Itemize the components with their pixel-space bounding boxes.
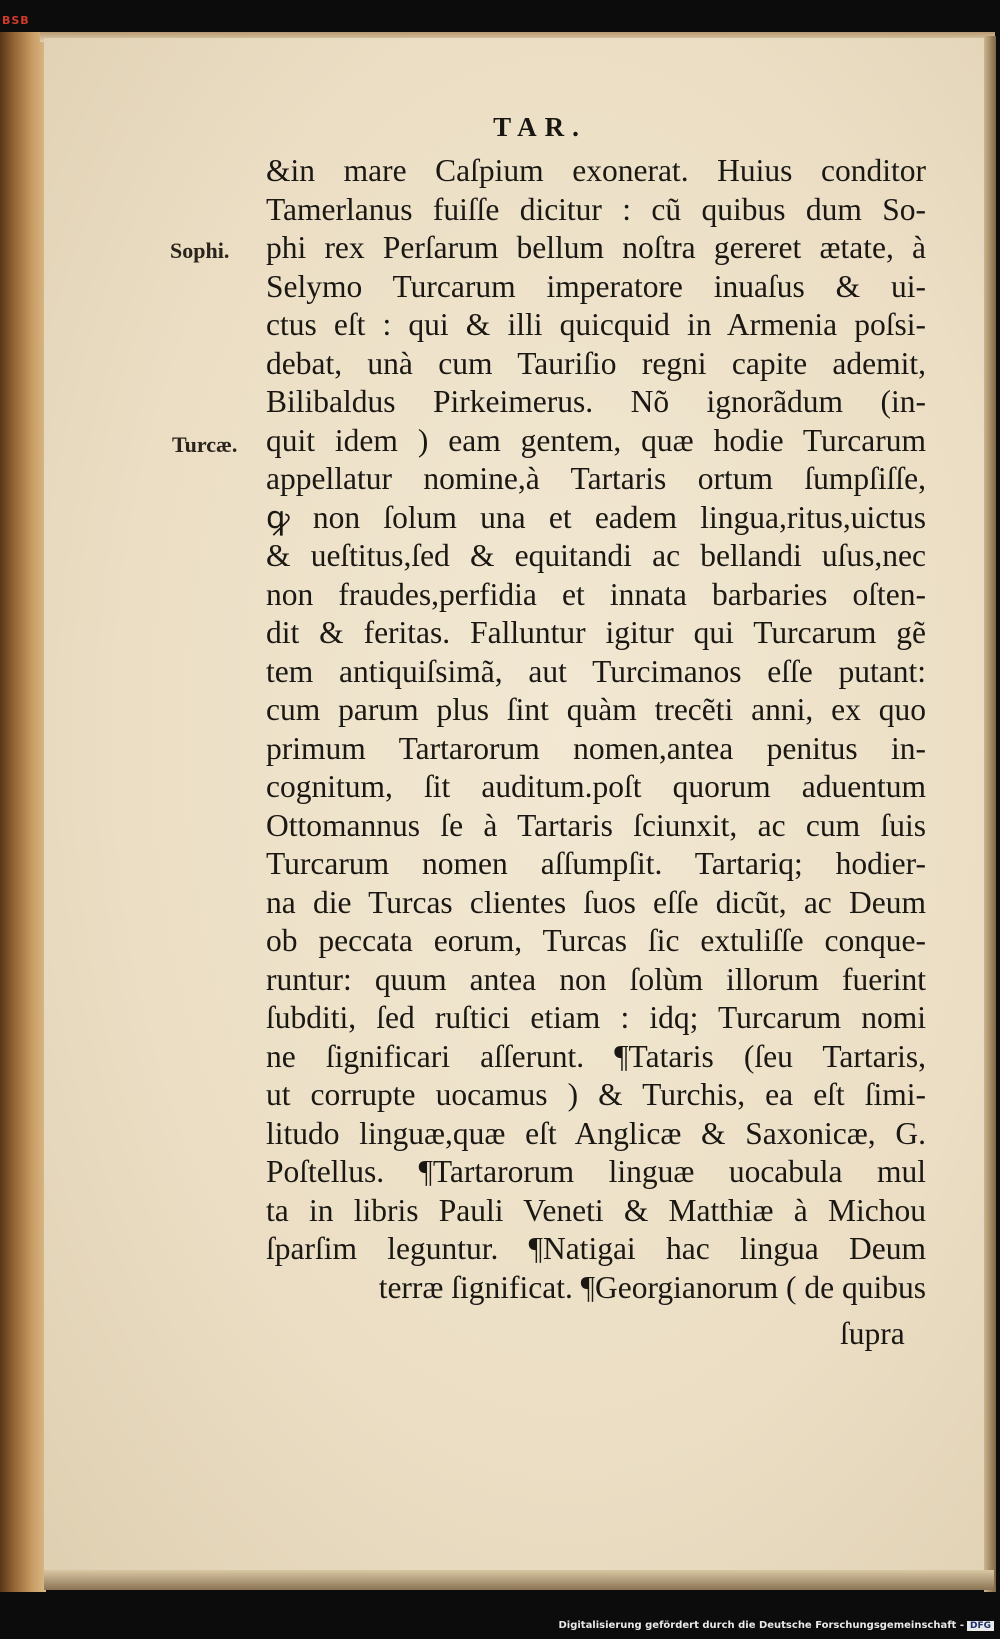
text-line: ſubditi, ſed ruſtici etiam : idq; Turcarum nomi [266,1000,926,1035]
text-line: phi rex Perſarum bellum noſtra gereret ætate, à [266,230,926,265]
text-line: ob peccata eorum, Turcas ſic extuliſſe conque- [266,923,926,958]
footer-credit-text: Digitalisierung gefördert durch die Deutsche Forschungsgemeinschaft - [558,1620,964,1631]
library-logo: BSB [2,14,30,27]
text-line: appellatur nomine,à Tartaris ortum ſumpſiſſe, [266,461,926,496]
text-line: terræ ſignificat. ¶Georgianorum ( de quibus [378,1269,926,1305]
text-line: runtur: quum antea non ſolùm illorum fuerint [266,961,926,997]
footer-credit [558,1620,994,1631]
marginal-note-sophi: Sophi. [170,238,230,263]
text-line: Poſtellus. ¶Tartarorum linguæ uocabula mul [266,1154,926,1189]
running-head: TAR. [493,112,587,142]
text-line: Ottomannus ſe à Tartaris ſciunxit, ac cum ſuis [266,807,926,843]
page-edge-bottom [44,1570,994,1590]
text-line: ta in libris Pauli Veneti & Matthiæ à Michou [266,1192,926,1228]
text-line: &in mare Caſpium exonerat. Huius conditor [266,153,926,188]
text-line: na die Turcas clientes ſuos eſſe dicũt, ac Deum [266,884,926,920]
text-line: cum parum plus ſint quàm trecẽti anni, ex quo [266,692,926,727]
text-line: Bilibaldus Pirkeimerus. Nõ ignorãdum (in- [266,384,926,419]
text-line: & ueſtitus,ſed & equitandi ac bellandi uſus,nec [266,538,926,573]
text-line: Tamerlanus fuiſſe dicitur : cũ quibus dum So- [266,191,926,227]
dfg-logo: DFG [967,1621,994,1631]
catchword: ſupra [840,1316,905,1351]
text-line: ꝙ non ſolum una et eadem lingua,ritus,uictus [266,499,926,535]
text-line: Selymo Turcarum imperatore inuaſus & ui- [266,268,926,304]
main-text-block [266,152,926,1307]
text-line: primum Tartarorum nomen,antea penitus in- [266,730,926,766]
marginal-note-turcae: Turcæ. [172,432,238,457]
text-line: Turcarum nomen aſſumpſit. Tartariq; hodier- [266,846,926,881]
page-edge-right [984,36,996,1592]
text-line: ut corrupte uocamus ) & Turchis, ea eſt ſimi- [266,1077,926,1112]
text-line: litudo linguæ,quæ eſt Anglicæ & Saxonicæ, G. [266,1115,926,1151]
book-spine-left [0,32,46,1592]
text-line: ne ſignificari aſſerunt. ¶Tataris (ſeu Tartaris, [266,1038,926,1074]
text-line: ſparſim leguntur. ¶Natigai hac lingua Deum [266,1231,926,1266]
text-line: tem antiquiſsimã, aut Turcimanos eſſe putant: [266,653,926,689]
text-line: dit & feritas. Falluntur igitur qui Turcarum gẽ [266,615,926,650]
text-line: non fraudes,perfidia et innata barbaries oſten- [266,576,926,612]
text-line: cognitum, ſit auditum.poſt quorum aduentum [266,769,926,804]
text-line: debat, unà cum Tauriſio regni capite ademit, [266,345,926,381]
text-line: quit idem ) eam gentem, quæ hodie Turcarum [266,422,926,458]
text-line: ctus eſt : qui & illi quicquid in Armenia poſsi- [266,307,926,342]
